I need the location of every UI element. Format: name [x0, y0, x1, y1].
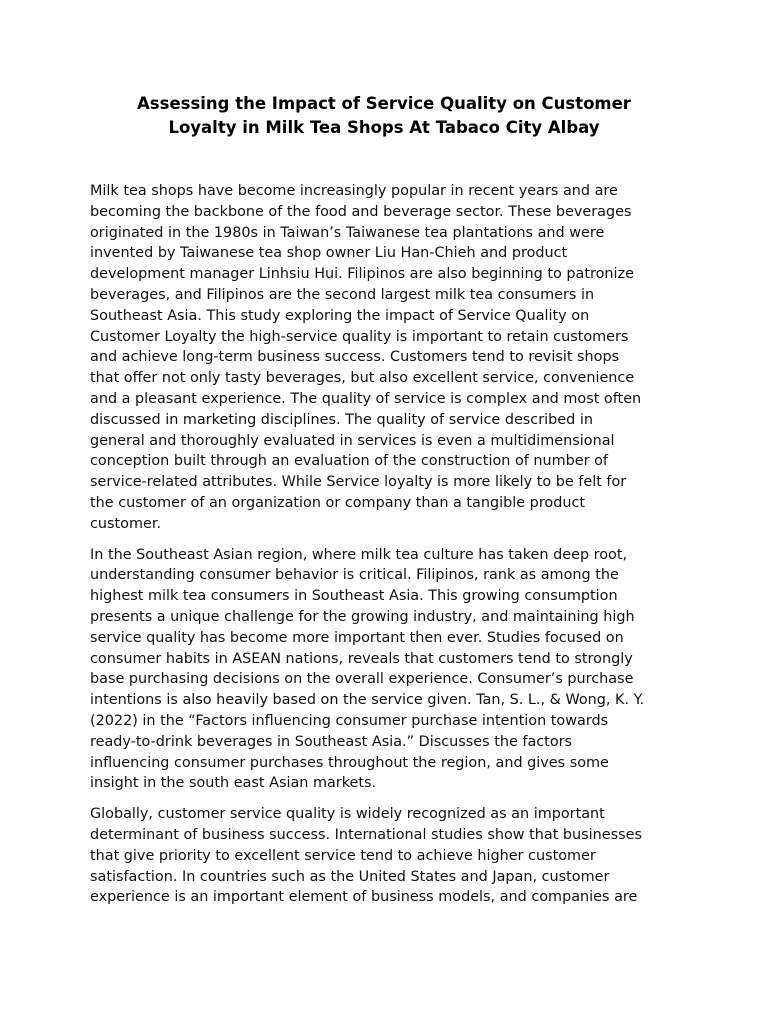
document-title — [90, 92, 678, 140]
text-line: originated in the 1980s in Taiwan’s Taiwanese tea plantations and were — [90, 224, 605, 241]
text-line: presents a unique challenge for the growing industry, and maintaining high — [90, 608, 635, 625]
text-line: ready-to-drink beverages in Southeast Asia.” Discusses the factors — [90, 733, 573, 750]
text-line: Globally, customer service quality is widely recognized as an important — [90, 806, 605, 823]
text-line: discussed in marketing disciplines. The quality of service described in — [90, 411, 593, 428]
text-line: (2022) in the “Factors influencing consumer purchase intention towards — [90, 712, 609, 729]
text-line: service-related attributes. While Service loyalty is more likely to be felt for — [90, 474, 627, 491]
text-line: invented by Taiwanese tea shop owner Liu Han-Chieh and product — [90, 245, 568, 262]
text-line: base purchasing decisions on the overall experience. Consumer’s purchase — [90, 671, 634, 688]
title-line: Loyalty in Milk Tea Shops At Tabaco City Albay — [168, 118, 600, 137]
text-line: experience is an important element of business models, and companies are — [90, 889, 638, 906]
text-line: general and thoroughly evaluated in services is even a multidimensional — [90, 432, 615, 449]
text-line: becoming the backbone of the food and beverage sector. These beverages — [90, 203, 632, 220]
text-line: development manager Linhsiu Hui. Filipinos are also beginning to patronize — [90, 266, 634, 283]
text-line: intentions is also heavily based on the service given. Tan, S. L., & Wong, K. Y. — [90, 692, 645, 709]
text-line: understanding consumer behavior is critical. Filipinos, rank as among the — [90, 567, 619, 584]
text-line: Milk tea shops have become increasingly popular in recent years and are — [90, 183, 618, 199]
document-body — [90, 181, 680, 918]
text-line: that give priority to excellent service tend to achieve higher customer — [90, 847, 596, 864]
text-line: service quality has become more important then ever. Studies focused on — [90, 629, 624, 646]
text-line: beverages, and Filipinos are the second largest milk tea consumers in — [90, 286, 595, 303]
text-line: satisfaction. In countries such as the United States and Japan, customer — [90, 868, 610, 885]
text-line: the customer of an organization or company than a tangible product — [90, 494, 586, 511]
text-line: influencing consumer purchases throughout the region, and gives some — [90, 754, 609, 771]
text-line: highest milk tea consumers in Southeast Asia. This growing consumption — [90, 588, 618, 605]
text-line: conception built through an evaluation of the construction of number of — [90, 453, 608, 470]
text-line: consumer habits in ASEAN nations, reveals that customers tend to strongly — [90, 650, 633, 667]
text-line: determinant of business success. International studies show that businesses — [90, 826, 642, 843]
paragraph-2 — [90, 545, 680, 795]
text-line: In the Southeast Asian region, where milk tea culture has taken deep root, — [90, 546, 628, 563]
text-line: that offer not only tasty beverages, but also excellent service, convenience — [90, 370, 635, 387]
text-line: Southeast Asia. This study exploring the impact of Service Quality on — [90, 307, 590, 324]
text-line: and a pleasant experience. The quality of service is complex and most often — [90, 390, 642, 407]
paragraph-3 — [90, 804, 680, 908]
title-line: Assessing the Impact of Service Quality on Customer — [137, 94, 631, 113]
text-line: insight in the south east Asian markets. — [90, 775, 377, 792]
paragraph-1 — [90, 181, 680, 535]
text-line: and achieve long-term business success. Customers tend to revisit shops — [90, 349, 620, 366]
text-line: customer. — [90, 515, 162, 532]
text-line: Customer Loyalty the high-service quality is important to retain customers — [90, 328, 629, 345]
